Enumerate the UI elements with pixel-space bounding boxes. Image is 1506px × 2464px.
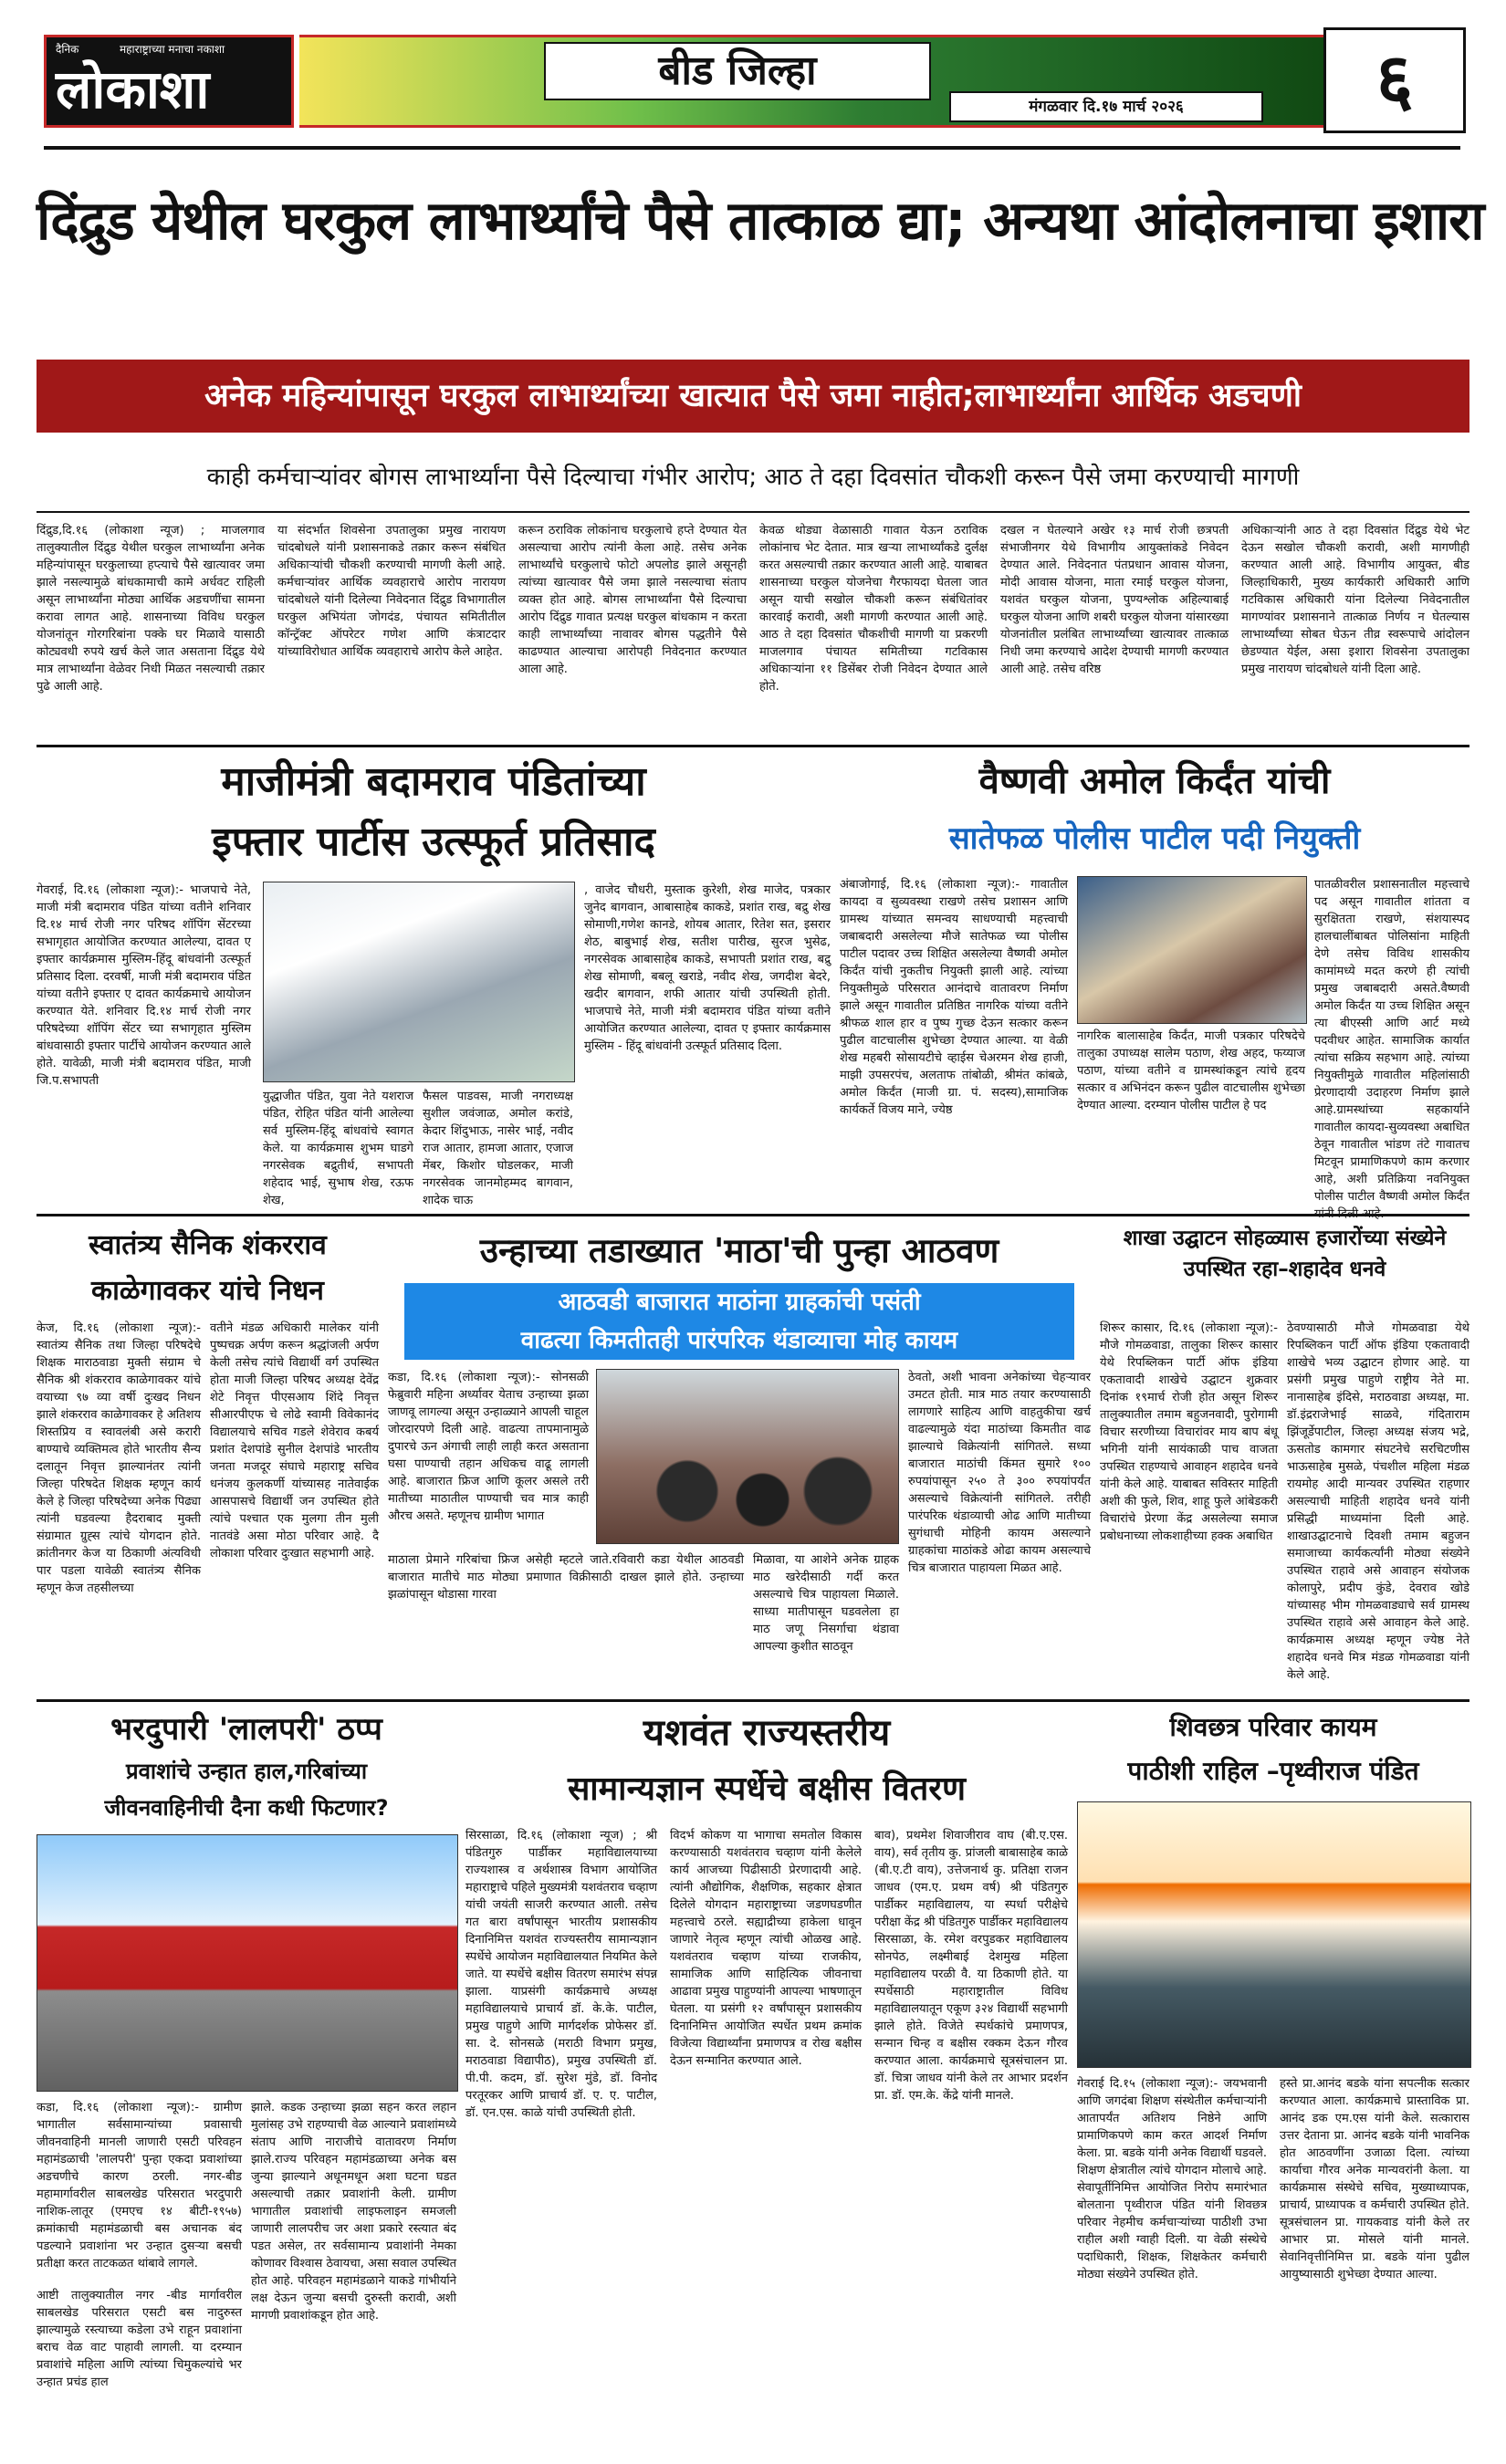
lead-subhead-rule bbox=[37, 511, 1469, 513]
vaishnavi-headline-2: सातेफळ पोलीस पाटील पदी नियुक्ती bbox=[948, 820, 1361, 857]
lead-column: दिंद्रुड,दि.१६ (लोकाशा न्यूज) ; माजलगाव तालुक्यातील दिंद्रुड येथील घरकुल लाभार्थ्यांना अनेक महिन्यांपासून घरकुलाच्या हप्त्याचे पैसे खात्यावर जमा झाले नसल्यामुळे बांधकामाची कामे अर्धवट राहिली असून लाभार्थ्यांना मोठ्या आर्थिक अडचणींचा सामना करावा लागत आहे. शासनाच्या विविध घरकुल योजनांतून गोरगरिबांना पक्के घर मिळावे यासाठी कोट्यवधी रुपये खर्च केले जात असताना दिंद्रुड येथे मात्र लाभार्थ्यांना वेळेवर निधी मिळत नसल्याची तक्रार पुढे आली आहे. bbox=[37, 524, 265, 694]
lalpari-photo bbox=[37, 1834, 458, 2092]
masthead-rule bbox=[44, 146, 1460, 150]
lead-subhead: काही कर्मचाऱ्यांवर बोगस लाभार्थ्यांना पैसे दिल्याचा गंभीर आरोप; आठ ते दहा दिवसांत चौकशी करून पैसे जमा करण्याची मागणी bbox=[206, 464, 1300, 491]
vaishnavi-headline-1: वैष्णवी अमोल किर्दंत यांची bbox=[978, 760, 1331, 802]
mid-rule-1 bbox=[37, 1214, 1469, 1216]
lead-column: या संदर्भात शिवसेना उपतालुका प्रमुख नारायण चांदबोधले यांनी प्रशासनाकडे तक्रार करून संबंधित अधिकाऱ्यांची चौकशी करण्याची मागणी केली आहे. कर्मचाऱ्यांवर आर्थिक व्यवहाराचे आरोप नारायण चांदबोधले यांनी दिलेल्या निवेदनात दिंद्रुड विभागातील घरकुल अभियंता जोगदंड, पंचायत समितीतील कॉन्ट्रॅक्ट ऑपरेटर गणेश आणि कंत्राटदार यांच्याविरोधात आर्थिक व्यवहाराचे आरोप केले आहेत. bbox=[277, 524, 506, 659]
masthead-section-box bbox=[544, 42, 931, 100]
matha-text-left2: माठाला प्रेमाने गरिबांचा फ्रिज असेही म्हटले जाते.रविवारी कडा येथील आठवडी बाजारात मातीचे माठ मोठ्या प्रमाणात विक्रीसाठी दाखल झाले होते. उन्हाच्या झळांपासून थोडासा गारवा bbox=[388, 1553, 744, 1602]
vaishnavi-text-right: पातळीवरील प्रशासनातील महत्त्वाचे पद असून गावातील शांतता व सुरक्षितता राखणे, संशयास्पद हालचालींबाबत पोलिसांना माहिती देणे तसेच विविध शासकीय कामांमध्ये मदत करणे ही त्यांची प्रमुख जबाबदारी असते.वैष्णवी अमोल किर्दंत या उच्च शिक्षित असून त्या बीएस्सी आणि आर्ट मध्ये पदवीधर आहेत. सामाजिक कार्यात त्यांचा सक्रिय सहभाग आहे. त्यांच्या नियुक्तीमुळे गावातील महिलांसाठी प्रेरणादायी उदाहरण निर्माण झाले आहे.ग्रामस्थांच्या सहकार्याने गावातील कायदा-सुव्यवस्था अबाधित ठेवून गावातील भांडण तंटे गावातच मिटवून प्रामाणिकपणे काम करणार आहे, अशी प्रतिक्रिया नवनियुक्त पोलीस पाटील वैष्णवी अमोल किर्दंत bbox=[1314, 878, 1469, 1204]
vaishnavi-text-left: अंबाजोगाई, दि.१६ (लोकाशा न्यूज):- गावातील कायदा व सुव्यवस्था राखणे तसेच प्रशासन आणि ग्रामस्थ यांच्यात समन्वय साधण्याची महत्त्वाची जबाबदारी असलेल्या मौजे सातेफळ च्या पोलीस पाटील पदावर उच्च शिक्षित असलेल्या वैष्णवी अमोल किर्दंत यांची नुकतीच नियुक्ती झाली आहे. त्यांच्या नियुक्तीमुळे परिसरात आनंदाचे वातावरण निर्माण झाले असून गावातील प्रतिष्ठित नागरिक यांच्या वतीने श्रीफळ शाल हार व पुष्प गुच्छ देऊन सत्कार करून पुढील वाटचालीस शुभेच्छा देण्यात आल्या. या वेळी शेख महबरी सोसायटीचे व्हाईस चेअरमन शेख हाजी, माझी उपसरपंच, अलताफ तांबोळी, श्रीमंत कांबळे, अमोल किर्दंत (माजी ग्रा. पं. सदस्य),सामाजिक कार्यकर्ते विजय माने, ज्येष्ठ bbox=[840, 878, 1068, 1117]
matha-story bbox=[388, 1223, 1091, 1697]
masthead bbox=[0, 0, 1506, 141]
masthead-logo-box bbox=[44, 35, 294, 128]
shivchhatra-story bbox=[1077, 1707, 1469, 2437]
shakha-text-left: शिरूर कासार, दि.१६ (लोकाशा न्यूज):-मौजे गोमळवाडा, तालुका शिरूर कासार येथे रिपब्लिकन पार्टी ऑफ इंडिया एकतावादी शाखेचे उद्घाटन शुक्रवार दिनांक १९मार्च रोजी होत असून शिरूर तालुक्यातील तमाम बहुजनवादी, पुरोगामी विचार सरणीच्या विचारांवर माय बाप बंधू भगिनी यांनी सायंकाळी पाच वाजता उपस्थित राहण्याचे आवाहन शहादेव धनवे यांनी केले आहे. याबाबत सविस्तर माहिती अशी की फुले, शिव, शाहू फुले आंबेडकरी विचारांचे प्रेरणा केंद्र असलेल्या समाज प्रबोधनाच्या लोकशाहीच्या हक्क अबाधित bbox=[1100, 1321, 1278, 1543]
lead-column: करून ठराविक लोकांनाच घरकुलाचे हप्ते देण्यात येत असल्याचा आरोप त्यांनी केला आहे. तसेच अनेक लाभार्थ्यांचे घरकुलाचे फोटो अपलोड झाले असूनही त्यांच्या खात्यावर पैसे जमा झाले नसल्याचा संताप व्यक्त होत आहे. बोगस लाभार्थ्यांना पैसे दिल्याचा आरोप दिंद्रुड गावात प्रत्यक्ष घरकुल बांधकाम न करता काही लाभार्थ्यांच्या नावावर बोगस पद्धतीने पैसे काढण्यात आल्याचा आरोपही निवेदनात करण्यात आला आहे. bbox=[518, 524, 747, 676]
lalpari-text-left2: आष्टी तालुक्यातील नगर -बीड मार्गावरील साबलखेड परिसरात एसटी बस नादुरुस्त झाल्यामुळे रस्त्याच्या कडेला उभे राहून प्रवाशांना बराच वेळ वाट पाहावी लागली. या दरम्यान प्रवाशांचे महिला आणि त्यांच्या चिमुकल्यांचे भर उन्हात प्रचंड हाल bbox=[37, 2289, 242, 2389]
iftar-headline-2: इफ्तार पार्टीस उत्स्फूर्त प्रतिसाद bbox=[212, 819, 655, 865]
matha-subhead-1: आठवडी बाजारात माठांना ग्राहकांची पसंती bbox=[558, 1289, 921, 1316]
masthead-tagline: महाराष्ट्राच्या मनाचा नकाशा bbox=[120, 43, 225, 56]
iftar-text-right: , वाजेद चौधरी, मुस्ताक कुरेशी, शेख माजेद, पत्रकार जुनेद बागवान, आबासाहेब काकडे, प्रशांत राख, बद्रु शेख सोमाणी,गणेश कानडे, शोयब आतार, रितेश सत, इसरार शेठ, बाबुभाई शेख, सतीश पारीख, सुरज भुसेढ, नगरसेवक आबासाहेब काकडे, सभापती प्रशांत राख, बद्रु शेख सोमाणी, बबलू खराडे, नवीद शेख, जगदीश बेदरे, खदीर बागवान, शफी आतार यांची उपस्थिती होती. भाजपाचे नेते, माजी मंत्री बदामराव पंडित यांच्या वतीने आयोजित करण्यात आलेल्या, दावत ए इफ्तार कार्यक्रमास मुस्लिम - हिंदू बांधवांनी उत्स्फूर्त प्रतिसाद दिला. bbox=[584, 883, 831, 1053]
shivchhatra-text-right: हस्ते प्रा.आनंद बडके यांना सपत्नीक सत्कार करण्यात आला. कार्यक्रमाचे प्रास्ताविक प्रा. आनंद डक एम.एस यांनी केले. सत्कारास उत्तर देताना प्रा. आनंद बडके यांनी भावनिक होत आठवणींना उजाळा दिला. त्यांच्या कार्याचा गौरव अनेक मान्यवरांनी केला. या कार्यक्रमास संस्थेचे सचिव, मुख्याध्यापक, प्राचार्य, प्राध्यापक व कर्मचारी उपस्थित होते. सूत्रसंचालन प्रा. गायकवाड यांनी केले तर आभार प्रा. मोसले यांनी मानले. सेवानिवृत्तीनिमित्त प्रा. बडके यांना पुढील आयुष्यासाठी शुभेच्छा देण्यात आल्या. bbox=[1280, 2077, 1469, 2281]
mid-rule-2 bbox=[37, 1699, 1469, 1702]
shakha-story bbox=[1100, 1223, 1469, 1697]
lead-bottom-rule bbox=[37, 745, 1469, 747]
masthead-date: मंगळवार दि.१७ मार्च २०२६ bbox=[1029, 98, 1184, 116]
shivchhatra-text-left: गेवराई दि.१५ (लोकाशा न्यूज):- जयभवानी आणि जगदंबा शिक्षण संस्थेतील कर्मचाऱ्यांनी आतापर्यंत अतिशय निष्ठेने आणि प्रामाणिकपणे काम करत आदर्श निर्माण केला. प्रा. बडके यांनी अनेक विद्यार्थी घडवले. शिक्षण क्षेत्रातील त्यांचे योगदान मोलाचे आहे. सेवापूर्तीनिमित्त आयोजित निरोप समारंभात बोलताना पृथ्वीराज पंडित यांनी शिवछत्र परिवार नेहमीच कर्मचाऱ्यांच्या पाठीशी उभा राहील अशी ग्वाही दिली. या वेळी संस्थेचे पदाधिकारी, शिक्षक, शिक्षकेतर कर्मचारी मोठ्या संख्येने उपस्थित होते. bbox=[1077, 2077, 1267, 2281]
iftar-text-mid1: युद्धाजीत पंडित, युवा नेते यशराज पंडित, रोहित पंडित यांनी आलेल्या सर्व मुस्लिम-हिंदू बांधवांचे स्वागत केले. या कार्यक्रमास शुभम घाडगे नगरसेवक बद्रुतीर्थ, सभापती शहेदाद भाई, सुभाष शेख, रऊफ शेख, bbox=[263, 1090, 413, 1207]
shakha-text-right: ठेवण्यासाठी मौजे गोमळवाडा येथे रिपब्लिकन पार्टी ऑफ इंडिया एकतावादी शाखेचे भव्य उद्घाटन होणार आहे. या प्रसंगी प्रमुख पाहुणे राष्ट्रीय नेते मा. नानासाहेब इंदिसे, मराठवाडा अध्यक्ष, मा. डॉ.इंद्रराजेभाई साळवे, गंदिताराम झिंजूर्डेपाटील, जिल्हा अध्यक्ष संजय भद्रे, ऊसतोड कामगार संघटनेचे सरचिटणीस भाऊसाहेब मुसळे, पंचशील महिला मंडळ रायमोह आदी मान्यवर उपस्थित राहणार असल्याची माहिती शहादेव धनवे यांनी प्रसिद्धी माध्यमांना दिली आहे. शाखाउद्घाटनाचे दिवशी तमाम बहुजन समाजाच्या कार्यकर्त्यांनी मोठ्या संख्येने उपस्थित राहावे असे आवाहन संयोजक कोलापुरे, प्रदीप कुंडे, देवराव खोडे यांच्यासह भीम गोमळवाड्याचे सर्व ग्रामस्थ उपस्थित राहावे असे आवाहन केले आहे. कार्यक्रमास अध्यक्ष म्हणून ज्येष्ठ नेते शहादेव धनवे मित्र मंडळ गोमळवाडा यांनी केले आहे. bbox=[1287, 1321, 1469, 1682]
matha-text-right: ठेवतो, अशी भावना अनेकांच्या चेहऱ्यावर उमटत होती. मात्र माठ तयार करण्यासाठी लागणारे साहित्य आणि वाहतुकीचा खर्च वाढल्यामुळे यंदा माठांच्या किमतीत वाढ झाल्याचे विक्रेत्यांनी सांगितले. सध्या बाजारात माठांची किंमत सुमारे १०० रुपयांपासून २५० ते ३०० रुपयांपर्यंत असल्याचे विक्रेत्यांनी सांगितले. तरीही पारंपरिक थंडाव्याची ओढ आणि मातीच्या सुगंधाची मोहिनी कायम असल्याने ग्राहकांचा माठांकडे ओढा कायम असल्याचे चित्र बाजारात पाहायला मिळत आहे. bbox=[908, 1371, 1091, 1575]
lead-banner bbox=[37, 360, 1469, 433]
shakha-headline: शाखा उद्घाटन सोहळ्यास हजारोंच्या संख्येने उपस्थित रहा–शहादेव धनवे bbox=[1123, 1227, 1447, 1281]
lalpari-headline-2: प्रवाशांचे उन्हात हाल,गरिबांच्या bbox=[125, 1759, 368, 1784]
lalpari-headline-1: भरदुपारी 'लालपरी' ठप्प bbox=[110, 1711, 382, 1748]
lead-column: केवळ थोड्या वेळासाठी गावात येऊन ठराविक लोकांनाच भेट देतात. मात्र खऱ्या लाभार्थ्यांकडे दुर्लक्ष करत असल्याची तक्रार करण्यात आली आहे. याबाबत शासनाच्या घरकुल योजनेचा गैरफायदा घेतला जात असून याची सखोल चौकशी करून संबंधितांवर कारवाई करावी, अशी मागणी करण्यात आली आहे. आठ ते दहा दिवसांत चौकशीची मागणी या प्रकरणी माजलगाव पंचायत समितीच्या गटविकास अधिकाऱ्यांना ११ डिसेंबर रोजी निवेदन देण्यात आले होते. bbox=[759, 524, 988, 694]
lead-column: अधिकाऱ्यांनी आठ ते दहा दिवसांत दिंद्रुड येथे भेट देऊन सखोल चौकशी करावी, अशी मागणीही करण्यात आली आहे. विभागीय आयुक्त, बीड जिल्हाधिकारी, मुख्य कार्यकारी अधिकारी आणि गटविकास अधिकारी यांना दिलेल्या निवेदनातील मागण्यांवर प्रशासनाने तात्काळ निर्णय न घेतल्यास लाभार्थ्यांच्या सोबत घेऊन तीव्र स्वरूपाचे आंदोलन छेडण्यात येईल, असा इशारा शिवसेना उपतालुका प्रमुख नारायण चांदबोधले यांनी दिला आहे. bbox=[1241, 524, 1469, 676]
masthead-date-box bbox=[949, 91, 1263, 122]
obituary-headline-1: स्वातंत्र्य सैनिक शंकरराव bbox=[89, 1229, 327, 1261]
iftar-text-left: गेवराई, दि.१६ (लोकाशा न्यूज):- भाजपाचे नेते, माजी मंत्री बदामराव पंडित यांच्या वतीने शनिवार दि.१४ मार्च रोजी नगर परिषद शॉपिंग सेंटरच्या सभागृहात आयोजित करण्यात आलेल्या, दावत ए इफ्तार कार्यक्रमास मुस्लिम-हिंदू बांधवांनी उत्स्फूर्त प्रतिसाद दिला. दरवर्षी, माजी मंत्री बदामराव पंडित यांच्या वतीने इफ्तार ए दावत कार्यक्रमाचे आयोजन करण्यात येते. शनिवार दि.१४ मार्च रोजी नगर परिषदेच्या शॉपिंग सेंटर च्या सभागृहात मुस्लिम बांधवासाठी इफ्तार पार्टीचे आयोजन करण्यात आले होते. यावेळी, माजी मंत्री बदामराव पंडित, माजी जि.प.सभापती bbox=[37, 883, 251, 1088]
matha-photo bbox=[596, 1369, 899, 1544]
matha-headline: उन्हाच्या तडाख्यात 'माठा'ची पुन्हा आठवण bbox=[479, 1231, 999, 1270]
matha-text-mid: मिळावा, या आशेने अनेक ग्राहक माठ खरेदीसाठी गर्दी करत असल्याचे चित्र पाहायला मिळाले. साध्या मातीपासून घडवलेला हा माठ जणू निसर्गाचा थंडावा आपल्या कुशीत साठवून bbox=[753, 1553, 899, 1654]
vaishnavi-photo bbox=[1077, 876, 1307, 1024]
matha-subhead-2: वाढत्या किमतीतही पारंपरिक थंडाव्याचा मोह कायम bbox=[520, 1327, 958, 1354]
masthead-section: बीड जिल्हा bbox=[658, 47, 817, 94]
shivchhatra-headline-1: शिवछत्र परिवार कायम bbox=[1169, 1712, 1377, 1742]
yashwant-text-1: सिरसाळा, दि.१६ (लोकाशा न्यूज) ; श्री पंडितगुरु पार्डीकर महाविद्यालयाच्या राज्यशास्त्र व अर्थशास्त्र विभाग आयोजित महाराष्ट्राचे पहिले मुख्यमंत्री यशवंतराव चव्हाण यांची जयंती साजरी करण्यात आली. तसेच गत बारा वर्षांपासून भारतीय प्रशासकीय दिनानिमित्त यशवंत राज्यस्तरीय सामान्यज्ञान स्पर्धेचे आयोजन महाविद्यालयात नियमित केले जाते. या स्पर्धेचे बक्षीस वितरण समारंभ संपन्न झाला. याप्रसंगी कार्यक्रमाचे अध्यक्ष महाविद्यालयाचे प्राचार्य डॉ. के.के. पाटील, प्रमुख पाहुणे आणि मार्गदर्शक प्रोफेसर डॉ. सा. दे. सोनसळे (मराठी विभाग प्रमुख, मराठवाडा विद्यापीठ), प्रमुख उपस्थिती डॉ. पी.पी. कदम, डॉ. सुरेश मुंडे, डॉ. विनोद परतूरकर आणि प्राचार्य डॉ. ए. ए. पाटील, डॉ. एन.एस. काळे यांची उपस्थिती होती. bbox=[465, 1829, 657, 2120]
obituary-text-right: वतीने मंडळ अधिकारी मालेकर यांनी पुष्पचक्र अर्पण करून श्रद्धांजली अर्पण केली तसेच त्यांचे विद्यार्थी वर्ग उपस्थित होता माजी जिल्हा परिषद अध्यक्ष देवेंद्र शेटे निवृत्त पीएसआय शिंदे निवृत्त सीआरपीएफ चे लोढे स्वामी विवेकानंद विद्यालयाचे सचिव गडले शेवेराव कबर्य प्रशांत देशपांडे सुनील देशपांडे भारतीय जनता मजदूर संघाचे महाराष्ट्र सचिव धनंजय कुलकर्णी यांच्यासह नातेवाईक आसपासचे विद्यार्थी जन उपस्थित होते त्यांचे पश्चात एक मुलगा तीन मुली नातवंडे असा मोठा परिवार आहे. दै लोकाशा परिवार दुःखात सहभागी आहे. bbox=[210, 1321, 379, 1561]
obituary-headline-2: काळेगावकर यांचे निधन bbox=[91, 1275, 324, 1307]
vaishnavi-text-mid: नागरिक बालासाहेब किर्दंत, माजी पत्रकार परिषदेचे तालुका उपाध्यक्ष सालेम पठाण, शेख अहद, फय्याज पठाण, यांच्या वतीने व ग्रामस्थांकडून त्यांचे हृदय सत्कार व अभिनंदन करून पुढील वाटचालीस शुभेच्छा देण्यात आल्या. दरम्यान पोलीस पाटील हे पद bbox=[1077, 1029, 1305, 1112]
lead-column: दखल न घेतल्याने अखेर १३ मार्च रोजी छत्रपती संभाजीनगर येथे विभागीय आयुक्तांकडे निवेदन देण्यात आले. निवेदनात पंतप्रधान आवास योजना, मोदी आवास योजना, माता रमाई घरकुल योजना, यशवंत घरकुल योजना, पुण्यश्लोक अहिल्याबाई घरकुल योजना आणि शबरी घरकुल योजना यांसारख्या योजनांतील प्रलंबित लाभार्थ्यांच्या खात्यावर तात्काळ निधी जमा करण्याचे आदेश देण्याची मागणी करण्यात आली आहे. तसेच वरिष्ठ bbox=[1000, 524, 1229, 676]
page-number: ६ bbox=[1375, 39, 1414, 121]
masthead-paper-name: लोकाशा bbox=[56, 58, 210, 120]
lalpari-text-right: झाले. कडक उन्हाच्या झळा सहन करत लहान मुलांसह उभे राहण्याची वेळ आल्याने प्रवाशांमध्ये संताप आणि नाराजीचे वातावरण निर्माण झाले.राज्य परिवहन महामंडळाच्या अनेक बस जुन्या झाल्याने अधूनमधून अशा घटना घडत असल्याची तक्रार प्रवाशांनी केली. ग्रामीण भागातील प्रवाशांची लाइफलाइन समजली जाणारी लालपरीच जर अशा प्रकारे रस्त्यात बंद पडत असेल, तर सर्वसामान्य प्रवाशांनी नेमका कोणावर विश्वास ठेवायचा, असा सवाल उपस्थित होत आहे. परिवहन महामंडळाने याकडे गांभीर्याने लक्ष देऊन जुन्या बसची दुरुस्ती करावी, अशी मागणी प्रवाशांकडून होत आहे. bbox=[251, 2101, 456, 2323]
obituary-text-left: केज, दि.१६ (लोकाशा न्यूज):- स्वातंत्र्य सैनिक तथा जिल्हा परिषदेचे शिक्षक माराठवाडा मुक्ती संग्राम चे सैनिक श्री शंकरराव काळेगावकर यांचे वयाच्या ९७ व्या वर्षी दुःखद निधन झाले शंकरराव काळेगावकर हे अतिशय शिस्तप्रिय व स्वावलंबी असे करारी बाण्याचे व्यक्तिमत्व होते भारतीय सैन्य दलातून निवृत्त झाल्यानंतर त्यांनी जिल्हा परिषदेत शिक्षक म्हणून कार्य केले हे जिल्हा परिषदेच्या अनेक पिढ्या त्यांनी घडवल्या हैदराबाद मुक्ती संग्रामात ग्रुह्स त्यांचे योगदान होते. क्रांतीनगर केज या ठिकाणी अंत्यविधी पार पडला यावेळी स्वातंत्र्य सैनिक म्हणून केज तहसीलच्या bbox=[37, 1321, 201, 1595]
yashwant-story bbox=[465, 1707, 1068, 2437]
iftar-headline-1: माजीमंत्री बदामराव पंडितांच्या bbox=[221, 758, 646, 805]
yashwant-text-2: विदर्भ कोकण या भागाचा समतोल विकास करण्यासाठी यशवंतराव चव्हाण यांनी केलेले कार्य आजच्या पिढीसाठी प्रेरणादायी आहे. त्यांनी औद्योगिक, शैक्षणिक, सहकार क्षेत्रात दिलेले योगदान महाराष्ट्राच्या जडणघडणीत महत्त्वाचे ठरले. सह्याद्रीच्या हाकेला धावून जाणारे नेतृत्व म्हणून त्यांची ओळख आहे. यशवंतराव चव्हाण यांच्या राजकीय, सामाजिक आणि साहित्यिक जीवनाचा आढावा प्रमुख पाहुण्यांनी आपल्या भाषणातून घेतला. या प्रसंगी १२ वर्षांपासून प्रशासकीय दिनानिमित्त आयोजित स्पर्धेत प्रथम क्रमांक विजेत्या विद्यार्थ्यांना प्रमाणपत्र व रोख बक्षीस देऊन सन्मानित करण्यात आले. bbox=[670, 1829, 862, 2068]
shivchhatra-photo bbox=[1077, 1801, 1471, 2068]
lalpari-headline-3: जीवनवाहिनीची दैना कधी फिटणार? bbox=[104, 1795, 389, 1821]
iftar-story bbox=[37, 754, 831, 1210]
lalpari-text-left: कडा, दि.१६ (लोकाशा न्यूज):- ग्रामीण भागातील सर्वसामान्यांच्या प्रवासाची जीवनवाहिनी मानली जाणारी एसटी परिवहन महामंडळाची 'लालपरी' पुन्हा एकदा प्रवाशांच्या अडचणीचे कारण ठरली. नगर-बीड महामार्गावरील साबलखेड परिसरात भरदुपारी नाशिक-लातूर (एमएच १४ बीटी-१९५७) क्रमांकाची महामंडळाची बस अचानक बंद पडल्याने प्रवाशांना भर उन्हात दुसऱ्या बसची प्रतीक्षा करत ताटकळत थांबावे लागले. bbox=[37, 2101, 242, 2271]
obituary-story bbox=[37, 1223, 379, 1697]
matha-text-left: कडा, दि.१६ (लोकाशा न्यूज):- सोनसळी फेब्रुवारी महिना अर्ध्यावर येताच उन्हाच्या झळा जाणवू लागल्या असून उन्हाळ्याने आपली चाहूल जोरदारपणे दिली आहे. वाढत्या तापमानामुळे दुपारचे ऊन अंगाची लाही लाही करत असताना घसा पाण्याची तहान अधिकच वाढू लागली आहे. बाजारात फ्रिज आणि कूलर असले तरी मातीच्या माठातील पाण्याची चव मात्र काही औरच असते. म्हणूनच ग्रामीण भागात bbox=[388, 1371, 589, 1523]
yashwant-headline-2: सामान्यज्ञान स्पर्धेचे बक्षीस वितरण bbox=[567, 1770, 967, 1808]
shivchhatra-headline-2: पाठीशी राहिल –पृथ्वीराज पंडित bbox=[1127, 1756, 1419, 1786]
iftar-photo bbox=[263, 882, 575, 1082]
lalpari-story bbox=[37, 1707, 456, 2437]
yashwant-text-3: बाव), प्रथमेश शिवाजीराव वाघ (बी.ए.एस. वाय), सर्व तृतीय कु. प्रांजली बाबासाहेब काळे (बी.ए.टी वाय), उत्तेजनार्थ कु. प्रतिक्षा राजन जाधव (एम.ए. प्रथम वर्ष) श्री पंडितगुरु पार्डीकर महाविद्यालय, या स्पर्धा परीक्षेचे परीक्षा केंद्र श्री पंडितगुरु पार्डीकर महाविद्यालय सिरसाळा, के. रमेश वरपुडकर महाविद्यालय सोनपेठ, लक्ष्मीबाई देशमुख महिला महाविद्यालय परळी वै. या ठिकाणी होते. या स्पर्धेसाठी महाराष्ट्रातील विविध महाविद्यालयातून एकूण ३२४ विद्यार्थी सहभागी झाले होते. विजेते स्पर्धकांचे प्रमाणपत्र, सन्मान चिन्ह व बक्षीस रक्कम देऊन गौरव करण्यात आला. कार्यक्रमाचे सूत्रसंचालन प्रा. डॉ. चित्रा जाधव यांनी केले तर आभार प्रदर्शन प्रा. डॉ. एम.के. केंद्रे यांनी मानले. bbox=[874, 1829, 1069, 2103]
lead-columns bbox=[37, 522, 1469, 737]
masthead-tagline-small: दैनिक bbox=[56, 43, 79, 56]
iftar-text-mid2: फैसल पाडवस, माजी नगराध्यक्ष सुशील जवंजाळ, अमोल करांडे, केदार शिंदुभाऊ, नासेर भाई, नवीद राज आतार, हामजा आतार, एजाज मेंबर, किशोर घोडलकर, माजी नगरसेवक जानमोहम्मद बागवान, शादेक चाऊ bbox=[423, 1090, 573, 1207]
lead-banner-text: अनेक महिन्यांपासून घरकुल लाभार्थ्यांच्या खात्यात पैसे जमा नाहीत;लाभार्थ्यांना आर्थिक अडचणी bbox=[204, 378, 1302, 414]
lead-headline: दिंद्रुड येथील घरकुल लाभार्थ्यांचे पैसे तात्काळ द्या; अन्यथा आंदोलनाचा इशारा bbox=[37, 189, 1484, 252]
matha-subhead-box bbox=[404, 1283, 1074, 1360]
yashwant-headline-1: यशवंत राज्यस्तरीय bbox=[643, 1712, 891, 1754]
page-number-box bbox=[1323, 27, 1466, 133]
vaishnavi-story bbox=[840, 754, 1469, 1210]
